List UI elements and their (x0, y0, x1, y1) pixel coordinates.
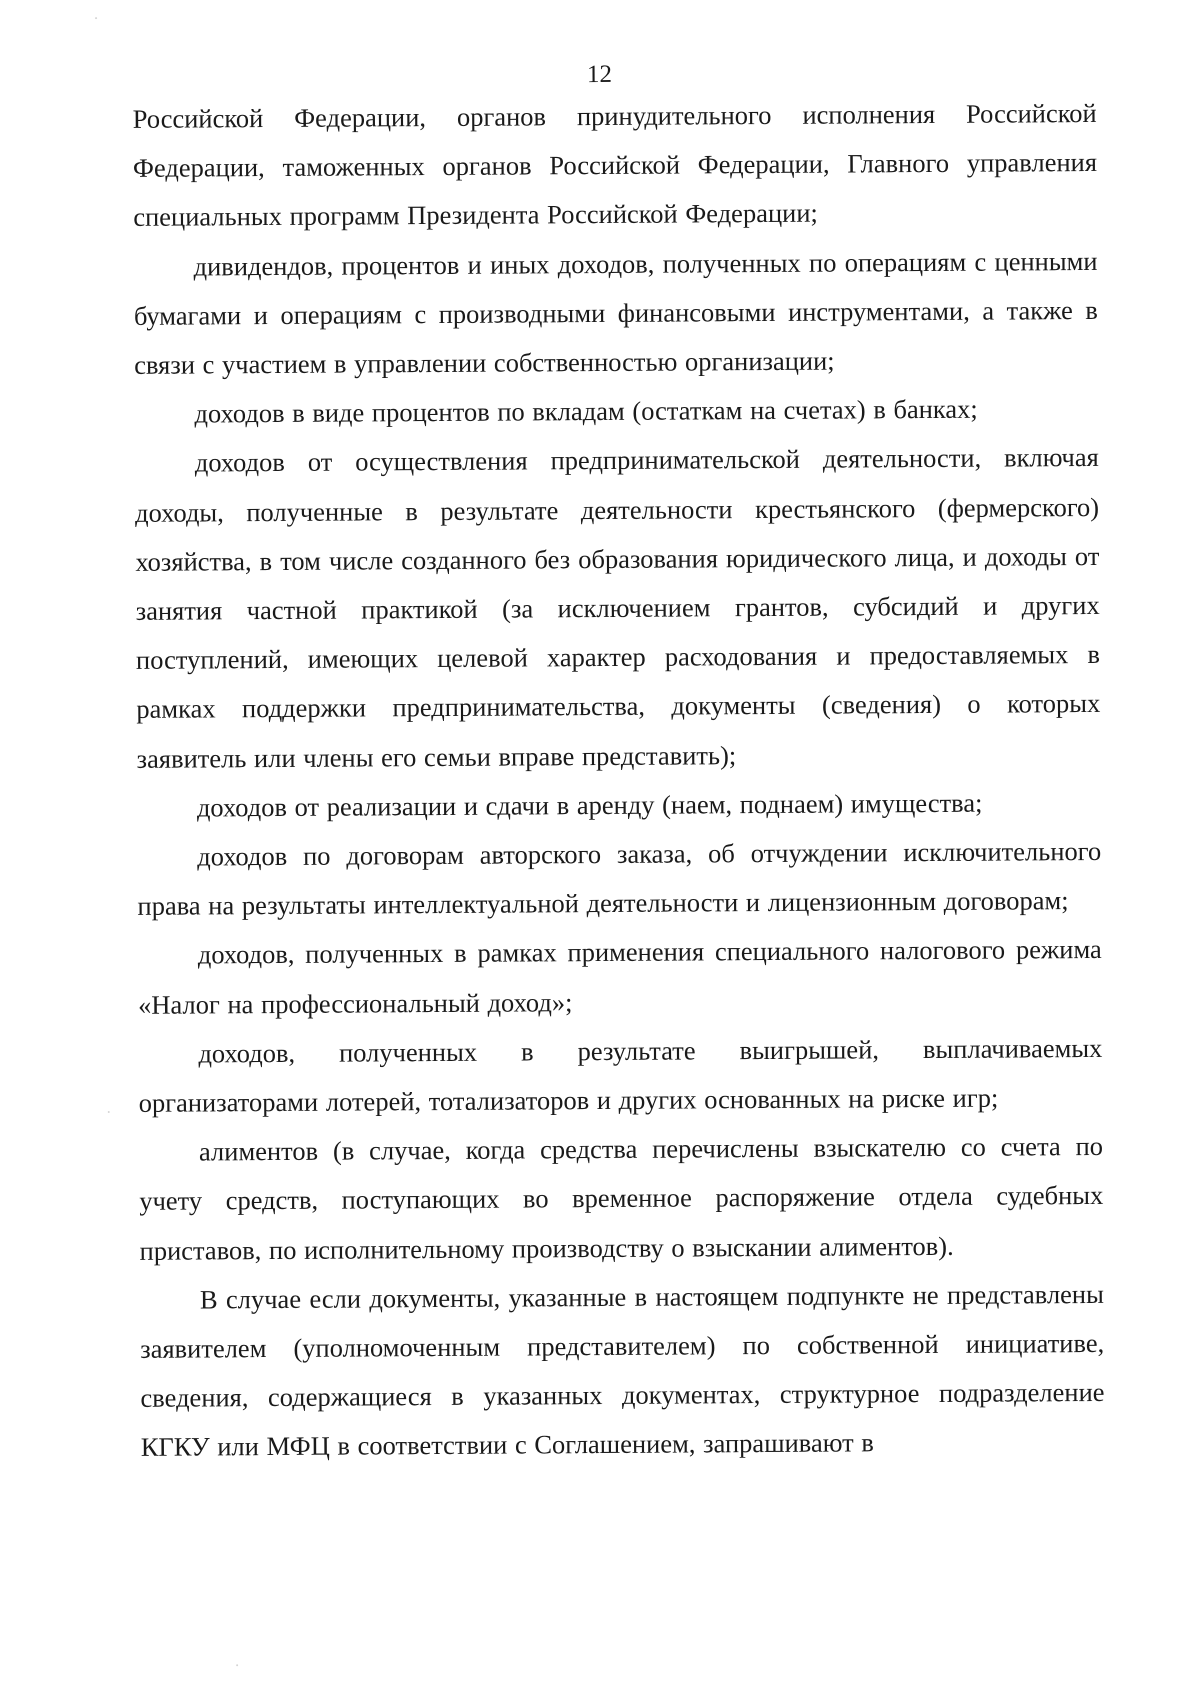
paragraph-property-income: доходов от реализации и сдачи в аренду (наем, поднаем) имущества; (196, 787, 983, 823)
paragraph-dividends: дивидендов, процентов и иных доходов, полученных по операциям с ценными бумагами и операциям с производными финансовыми инструментами, а также в связи с участием в управлении собственностью организации; (133, 245, 1098, 380)
paragraph-copyright-income: доходов по договорам авторского заказа, об отчуждении исключительного права на результаты интеллектуальной деятельности и лицензионным договорам; (137, 835, 1102, 922)
paragraph-professional-income-tax: доходов, полученных в рамках применения специального налогового режима «Налог на профессиональный доход»; (137, 934, 1102, 1020)
paragraph-documents-request: В случае если документы, указанные в настоящем подпункте не представлены заявителем (уполномоченным представителем) по собственной инициативе, сведения, содержащиеся в указанных документах, структурное подразделение КГКУ или МФЦ в соответствии с Соглашением, запрашивают в (140, 1278, 1105, 1463)
paragraph-alimony: алиментов (в случае, когда средства перечислены взыскателю со счета по учету средств, поступающих во временное распоряжение отдела судебных приставов, по исполнительному производству о взыскании алиментов). (139, 1131, 1104, 1266)
paragraph-deposit-interest: доходов в виде процентов по вкладам (остаткам на счетах) в банках; (194, 393, 978, 429)
document-body (133, 89, 1105, 1473)
scan-artifact (108, 1111, 110, 1113)
paragraph-continuation: Российской Федерации, органов принудительного исполнения Российской Федерации, таможенных органов Российской Федерации, Главного управления специальных программ Президента Российской Федерации; (132, 97, 1098, 233)
paragraph-business-income: доходов от осуществления предпринимательской деятельности, включая доходы, полученные в результате деятельности крестьянского (фермерского) хозяйства, в том числе созданного без образования юридического лица, и доходы от занятия частной практикой (за исключением грантов, субсидий и других поступлений, имеющих целевой характер расходования и предоставляемых в рамках поддержки предпринимательства, документы (сведения) о которых заявитель или члены его семьи вправе представить); (134, 442, 1101, 774)
scan-artifact (95, 17, 97, 19)
paragraph-lottery-winnings: доходов, полученных в результате выигрышей, выплачиваемых организаторами лотерей, тотализаторов и других основанных на риске игр; (138, 1032, 1103, 1118)
scan-artifact (236, 1664, 238, 1666)
page-number: 12 (586, 60, 613, 89)
